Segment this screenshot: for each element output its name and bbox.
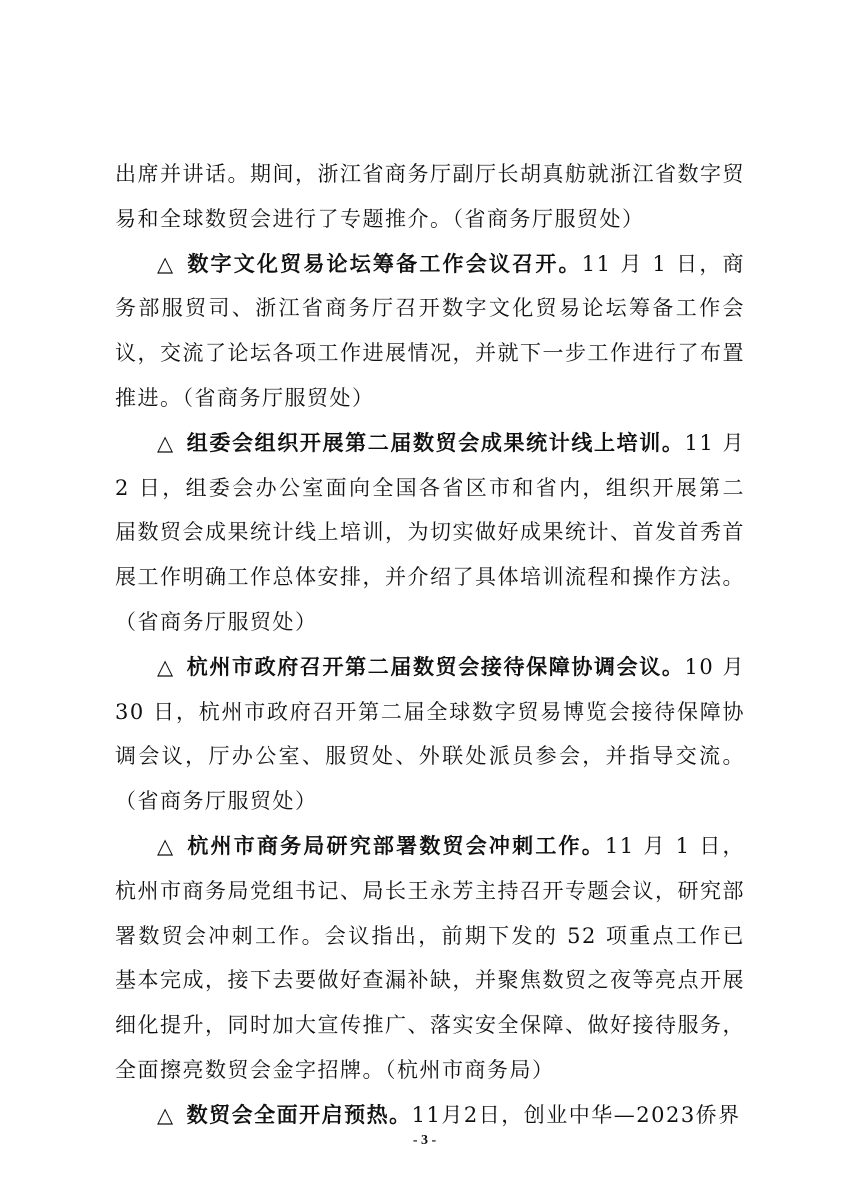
news-headline: 数字文化贸易论坛筹备工作会议召开。 [187, 251, 582, 276]
news-body: 11 月 1 日，商务部服贸司、浙江省商务厅召开数字文化贸易论坛筹备工作会议，交流了论坛各项工作进展情况，并就下一步工作进行了布置推进。（省商务厅服贸处） [115, 251, 746, 410]
news-headline: 杭州市政府召开第二届数贸会接待保障协调会议。 [186, 654, 685, 679]
triangle-icon: △ [157, 654, 175, 679]
news-headline: 杭州市商务局研究部署数贸会冲刺工作。 [187, 833, 605, 858]
document-body [115, 152, 745, 1138]
news-body: 11 月 1 日，杭州市商务局党组书记、局长王永芳主持召开专题会议，研究部署数贸会冲刺工作。会议指出，前期下发的 52 项重点工作已基本完成，接下去要做好查漏补缺，并聚焦数贸之夜等亮点开展细化提升，同时加大宣传推广、落实安全保障、做好接待服务，全面擦亮数贸会金字招牌。（杭州市商务局） [115, 833, 746, 1082]
triangle-icon: △ [157, 251, 176, 276]
news-item [115, 1093, 745, 1138]
news-item [115, 824, 745, 1093]
news-body: 11 月 2 日，组委会办公室面向全国各省区市和省内，组织开展第二届数贸会成果统计线上培训，为切实做好成果统计、首发首秀首展工作明确工作总体安排，并介绍了具体培训流程和操作方法。（省商务厅服贸处） [115, 430, 746, 634]
intro-paragraph: 出席并讲话。期间，浙江省商务厅副厅长胡真舫就浙江省数字贸易和全球数贸会进行了专题推介。（省商务厅服贸处） [115, 162, 745, 231]
news-body: 11月2日，创业中华—2023侨界 [411, 1102, 741, 1127]
triangle-icon: △ [157, 430, 175, 455]
news-body: 10 月 30 日，杭州市政府召开第二届全球数字贸易博览会接待保障协调会议，厅办公室、服贸处、外联处派员参会，并指导交流。（省商务厅服贸处） [115, 654, 746, 814]
news-item [115, 242, 745, 421]
news-headline: 数贸会全面开启预热。 [186, 1102, 412, 1127]
page-number: - 3 - [412, 1133, 437, 1148]
triangle-icon: △ [157, 833, 176, 858]
news-item [115, 421, 745, 645]
triangle-icon: △ [157, 1102, 175, 1127]
news-headline: 组委会组织开展第二届数贸会成果统计线上培训。 [186, 430, 685, 455]
news-item [115, 645, 745, 824]
